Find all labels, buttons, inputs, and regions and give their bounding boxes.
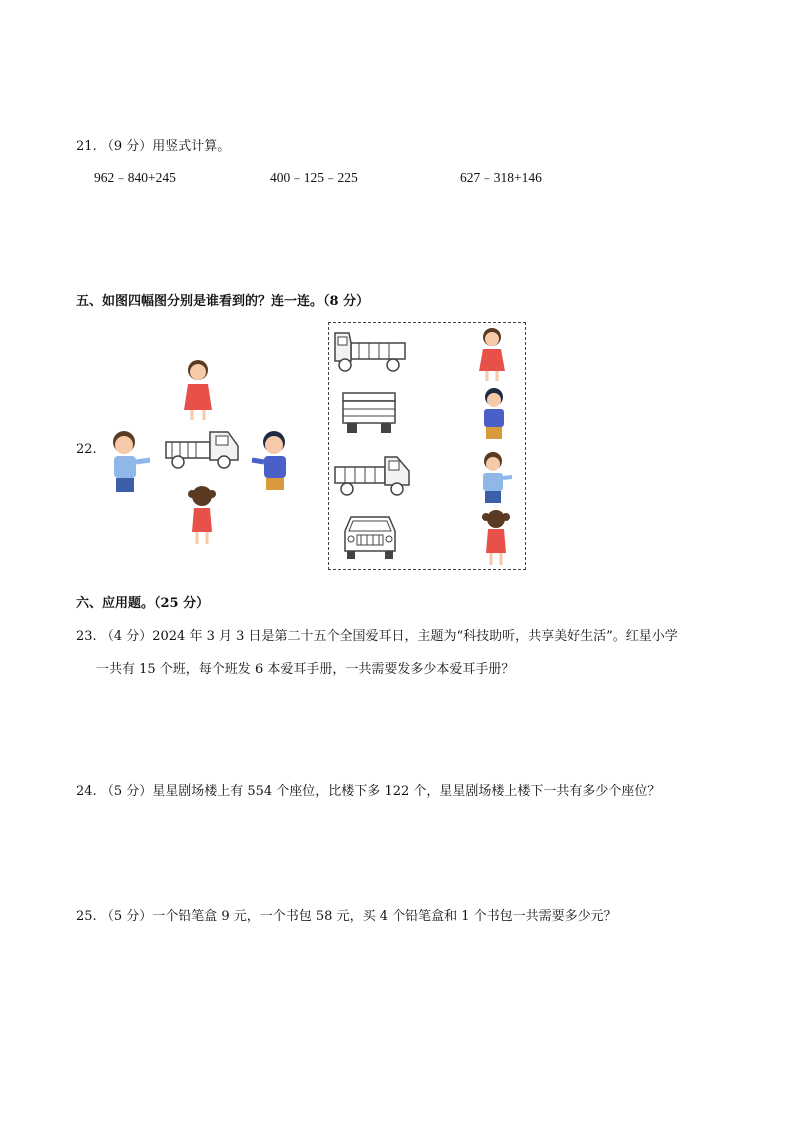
scene-girl-front-icon: [184, 360, 212, 420]
q21-number: 21.: [76, 139, 97, 154]
q24-text: （5 分）星星剧场楼上有 554 个座位，比楼下多 122 个，星星剧场楼上楼下一共有多少个座位？: [100, 784, 661, 799]
section5-title: 五、如图四幅图分别是谁看到的？连一连。（8 分）: [76, 294, 370, 309]
q21-expression-2: 400﹣125﹣225: [270, 170, 358, 185]
q23-text-line2: 一共有 15 个班，每个班发 6 本爱耳手册，一共需要发多少本爱耳手册？: [96, 662, 515, 677]
child-girl-front-icon: [477, 327, 507, 383]
q21-expression-1: 962﹣840+245: [94, 170, 176, 185]
section6-title: 六、应用题。（25 分）: [76, 596, 210, 611]
scene-boy-left-icon: [113, 431, 150, 492]
q24-line: [76, 780, 660, 799]
q21-expression-3: 627﹣318+146: [460, 170, 542, 185]
q23-number: 23.: [76, 629, 97, 644]
scene-girl-back-icon: [188, 486, 216, 544]
q21-text: （9 分）用竖式计算。: [100, 139, 231, 154]
child-boy-blue-icon: [479, 451, 513, 505]
scene-boy-right-icon: [252, 431, 286, 490]
q24-number: 24.: [76, 784, 97, 799]
q23-line1: [76, 625, 678, 644]
q25-number: 25.: [76, 909, 97, 924]
q25-text: （5 分）一个铅笔盒 9 元，一个书包 58 元，买 4 个铅笔盒和 1 个书包一共需要多少元？: [100, 909, 617, 924]
q21-line: [76, 135, 230, 154]
q22-matching-box: [328, 322, 526, 570]
q23-text-line1: （4 分）2024 年 3 月 3 日是第二十五个全国爱耳日，主题为“科技助听，共享美好生活”。红星小学: [100, 629, 678, 644]
q22-scene-illustration: [106, 320, 306, 572]
view-truck-front-icon: [339, 513, 401, 563]
q25-line: [76, 905, 617, 924]
child-girl-back-icon: [481, 509, 511, 567]
q22-number: 22.: [76, 442, 97, 457]
scene-truck-icon: [166, 432, 238, 468]
view-truck-back-icon: [339, 389, 399, 437]
view-truck-side-icon: [333, 329, 409, 373]
child-boy-dark-icon: [479, 387, 509, 441]
view-truck-side-2-icon: [333, 453, 411, 497]
